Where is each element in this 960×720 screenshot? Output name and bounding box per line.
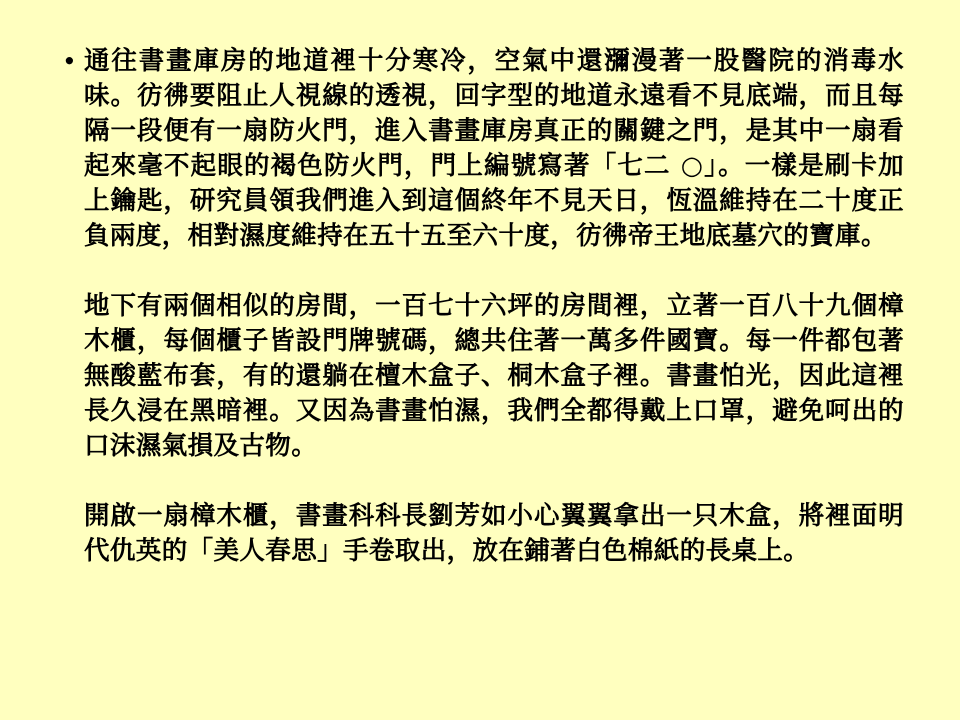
bullet-marker-1: •	[62, 47, 77, 76]
paragraph-2-text: 地下有兩個相似的房間，一百七十六坪的房間裡，立著一百八十九個樟木櫃，每個櫃子皆設門牌號碼，總共住著一萬多件國寶。每一件都包著無酸藍布套，有的還躺在檀木盒子、桐木盒子裡。書畫怕光，因此這裡長久浸在黑暗裡。又因為書畫怕濕，我們全都得戴上口罩，避免呵出的口沫濕氣損及古物。	[84, 291, 904, 461]
paragraph-1-text: 通往書畫庫房的地道裡十分寒冷，空氣中還瀰漫著一股醫院的消毒水味。彷彿要阻止人視線的透視，回字型的地道永遠看不見底端，而且每隔一段便有一扇防火門，進入書畫庫房真正的關鍵之門，是其中一扇看起來毫不起眼的褐色防火門，門上編號寫著「七二 ○」。一樣是刷卡加上鑰匙，研究員領我們進入到這個終年不見天日，恆溫維持在二十度正負兩度，相對濕度維持在五十五至六十度，彷彿帝王地底墓穴的寶庫。	[84, 46, 904, 251]
paragraph-spacer-1	[56, 254, 904, 289]
paragraph-1	[56, 44, 904, 254]
paragraph-spacer-2	[56, 464, 904, 499]
paragraph-2	[56, 289, 904, 464]
slide-body	[56, 44, 904, 569]
paragraph-3	[56, 499, 904, 569]
paragraph-3-text: 開啟一扇樟木櫃，書畫科科長劉芳如小心翼翼拿出一只木盒，將裡面明代仇英的「美人春思」手卷取出，放在鋪著白色棉紙的長桌上。	[84, 501, 904, 566]
